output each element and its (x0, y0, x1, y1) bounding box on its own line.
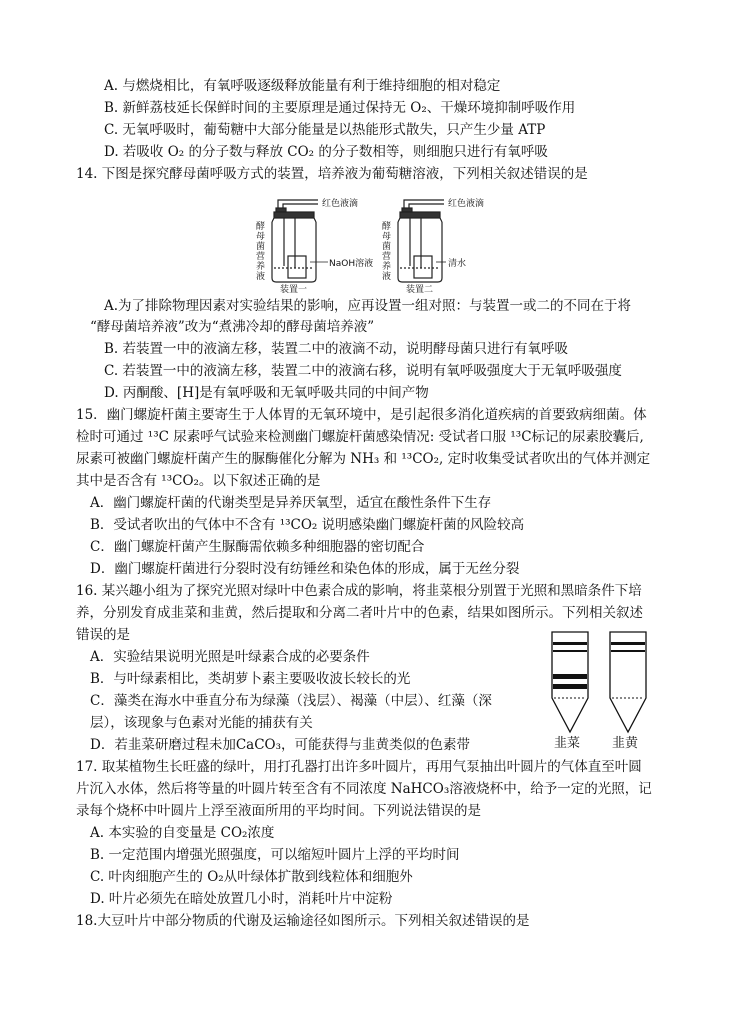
q17-option-c: C. 叶肉细胞产生的 O₂从叶绿体扩散到线粒体和细胞外 (90, 869, 413, 885)
q14-option-a-line1: A.为了排除物理因素对实验结果的影响，应再设置一组对照：与装置一或二的不同在于将 (104, 298, 632, 314)
flask-label-1: 酵母菌营养液 (256, 222, 266, 282)
q15-option-d: D．幽门螺旋杆菌进行分裂时没有纺锤丝和染色体的形成，属于无丝分裂 (90, 561, 520, 577)
q14-option-b: B. 若装置一中的液滴左移，装置二中的液滴不动，说明酵母菌只进行有氧呼吸 (104, 341, 569, 357)
strip-label-leek: 韭菜 (554, 736, 581, 751)
drop-label-2: 红色液滴 (448, 199, 485, 209)
q16-line2: 养，分别发育成韭菜和韭黄，然后提取和分离二者叶片中的色素，结果如图所示。下列相关叙述 (76, 605, 643, 621)
q15-line1: 15．幽门螺旋杆菌主要寄生于人体胃的无氧环境中，是引起很多消化道疾病的首要致病细菌。体 (76, 407, 647, 423)
strips-drawing (548, 628, 658, 734)
q17-line1: 17. 取某植物生长旺盛的绿叶，用打孔器打出许多叶圆片，再用气泵抽出叶圆片的气体直至叶圆 (76, 759, 642, 775)
apparatus-drawing (250, 196, 480, 294)
q15-option-c: C．幽门螺旋杆菌产生脲酶需依赖多种细胞器的密切配合 (90, 539, 425, 555)
q14-option-c: C. 若装置一中的液滴左移，装置二中的液滴右移，说明有氧呼吸强度大于无氧呼吸强度 (104, 363, 622, 379)
q15-line2: 检时可通过 ¹³C 尿素呼气试验来检测幽门螺旋杆菌感染情况: 受试者口服 ¹³C标记的尿素胶囊后, (76, 429, 644, 445)
q14-apparatus-figure (250, 196, 485, 295)
water-label: 清水 (448, 259, 467, 269)
q15-option-b: B．受试者吹出的气体中不含有 ¹³CO₂ 说明感染幽门螺旋杆菌的风险较高 (90, 517, 525, 533)
q16-option-d: D．若韭菜研磨过程未加CaCO₃，可能获得与韭黄类似的色素带 (90, 737, 471, 753)
q13-option-a: A. 与燃烧相比，有氧呼吸逐级释放能量有利于维持细胞的相对稳定 (104, 78, 501, 94)
q17-option-b: B. 一定范围内增强光照强度，可以缩短叶圆片上浮的平均时间 (90, 847, 460, 863)
q16-option-b: B．与叶绿素相比，类胡萝卜素主要吸收波长较长的光 (90, 671, 411, 687)
q15-line4: 其中是否含有 ¹³CO₂。以下叙述正确的是 (76, 473, 321, 489)
flask-label-2: 酵母菌营养液 (382, 222, 392, 282)
q15-line3: 尿素可被幽门螺旋杆菌产生的脲酶催化分解为 NH₃ 和 ¹³CO₂, 定时收集受试者吹出的气体并测定 (76, 451, 651, 467)
q16-option-c-line1: C．藻类在海水中垂直分布为绿藻（浅层）、褐藻（中层）、红藻（深 (90, 693, 492, 709)
q14-option-a-line2: “酵母菌培养液”改为“煮沸冷却的酵母菌培养液” (90, 319, 375, 335)
q16-line1: 16. 某兴趣小组为了探究光照对绿叶中色素合成的影响，将韭菜根分别置于光照和黑暗条件下培 (76, 583, 642, 599)
q13-option-c: C. 无氧呼吸时，葡萄糖中大部分能量是以热能形式散失，只产生少量 ATP (104, 122, 546, 138)
q14-option-d: D. 丙酮酸、[H]是有氧呼吸和无氧呼吸共同的中间产物 (104, 385, 429, 401)
q14-stem: 14. 下图是探究酵母菌呼吸方式的装置，培养液为葡萄糖溶液，下列相关叙述错误的是 (76, 166, 588, 182)
q17-line2: 片沉入水体，然后将等量的叶圆片转至含有不同浓度 NaHCO₃溶液烧杯中，给予一定的光照，记 (76, 781, 652, 797)
q17-option-d: D. 叶片必须先在暗处放置几小时，消耗叶片中淀粉 (90, 891, 393, 907)
q18-line1: 18.大豆叶片中部分物质的代谢及运输途径如图所示。下列相关叙述错误的是 (76, 913, 530, 929)
q16-option-a: A．实验结果说明光照是叶绿素合成的必要条件 (90, 649, 370, 665)
strip-label-yellow-leek: 韭黄 (612, 736, 639, 751)
q17-line3: 录每个烧杯中叶圆片上浮至液面所用的平均时间。下列说法错误的是 (76, 803, 481, 819)
q17-option-a: A. 本实验的自变量是 CO₂浓度 (90, 825, 275, 841)
device-1-label: 装置一 (280, 285, 308, 295)
naoh-label: NaOH溶液 (329, 259, 374, 269)
device-2-label: 装置二 (406, 285, 434, 295)
chromatography-strips (548, 628, 658, 754)
q13-option-b: B. 新鲜荔枝延长保鲜时间的主要原理是通过保持无 O₂、干燥环境抑制呼吸作用 (104, 100, 576, 116)
q16-line3: 错误的是 (76, 627, 130, 643)
q16-option-c-line2: 层），该现象与色素对光能的捕获有关 (90, 715, 313, 731)
q15-option-a: A．幽门螺旋杆菌的代谢类型是异养厌氧型，适宜在酸性条件下生存 (90, 495, 492, 511)
q13-option-d: D. 若吸收 O₂ 的分子数与释放 CO₂ 的分子数相等，则细胞只进行有氧呼吸 (104, 144, 548, 160)
drop-label-1: 红色液滴 (322, 199, 359, 209)
